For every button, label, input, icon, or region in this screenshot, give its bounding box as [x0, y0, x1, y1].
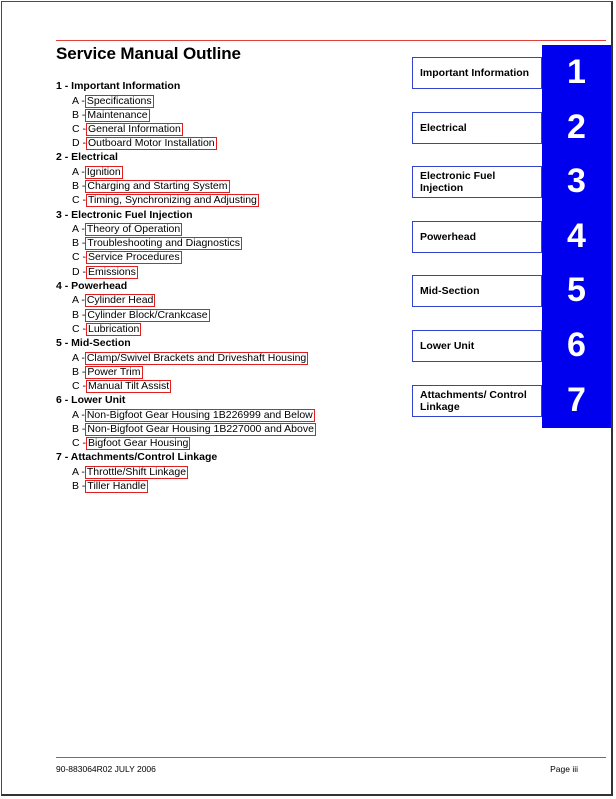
outline-item [56, 465, 401, 479]
item-letter: B - [72, 308, 86, 321]
outline-item [56, 165, 401, 179]
outline-item [56, 408, 401, 422]
item-letter: C - [72, 379, 86, 392]
outline-item [56, 136, 401, 150]
footer-page-label: Page iii [550, 764, 578, 774]
tab-label[interactable]: Lower Unit [412, 330, 542, 362]
outline-item [56, 308, 401, 322]
chapter-link[interactable]: Outboard Motor Installation [88, 137, 215, 150]
item-letter: C - [72, 251, 86, 264]
outline-item [56, 250, 401, 264]
tab-number[interactable]: 5 [542, 263, 611, 318]
chapter-link[interactable]: Troubleshooting and Diagnostics [87, 237, 240, 250]
chapter-link[interactable]: Lubrication [88, 322, 140, 335]
chapter-link[interactable]: Clamp/Swivel Brackets and Driveshaft Housing [86, 351, 307, 364]
outline-section [56, 393, 401, 450]
section-heading: 2 - Electrical [56, 151, 118, 164]
chapter-link[interactable]: Maintenance [87, 108, 148, 121]
item-letter: A - [72, 465, 85, 478]
section-tab[interactable] [411, 154, 611, 209]
outline-item [56, 179, 401, 193]
section-heading: 6 - Lower Unit [56, 394, 126, 407]
chapter-link[interactable]: Manual Tilt Assist [88, 379, 170, 392]
chapter-link[interactable]: Tiller Handle [87, 480, 146, 493]
item-letter: A - [72, 351, 85, 364]
section-tab[interactable] [411, 45, 611, 100]
item-letter: B - [72, 180, 86, 193]
tab-number[interactable]: 7 [542, 373, 611, 428]
tab-number[interactable]: 4 [542, 209, 611, 264]
outline-section [56, 150, 401, 207]
item-letter: A - [72, 408, 85, 421]
item-letter: B - [72, 480, 86, 493]
outline-section [56, 79, 401, 150]
outline-item [56, 122, 401, 136]
tab-label[interactable]: Powerhead [412, 221, 542, 253]
item-letter: C - [72, 322, 86, 335]
section-tab[interactable] [411, 100, 611, 155]
item-letter: C - [72, 437, 86, 450]
bottom-rule [56, 757, 606, 758]
section-tab[interactable] [411, 373, 611, 428]
section-tab[interactable] [411, 209, 611, 264]
outline-item [56, 351, 401, 365]
section-heading: 7 - Attachments/Control Linkage [56, 451, 218, 464]
outline-item [56, 379, 401, 393]
outline-item [56, 365, 401, 379]
item-letter: C - [72, 194, 86, 207]
item-letter: A - [72, 165, 85, 178]
chapter-link[interactable]: Emissions [88, 265, 136, 278]
chapter-link[interactable]: Power Trim [87, 365, 141, 378]
item-letter: B - [72, 108, 86, 121]
section-heading: 1 - Important Information [56, 80, 181, 92]
outline-list [56, 79, 401, 493]
outline-item [56, 94, 401, 108]
chapter-link[interactable]: Bigfoot Gear Housing [88, 437, 189, 450]
item-letter: B - [72, 422, 86, 435]
chapter-link[interactable]: Cylinder Head [86, 294, 154, 307]
outline-item [56, 322, 401, 336]
page-title: Service Manual Outline [56, 44, 241, 63]
outline-item [56, 436, 401, 450]
outline-section [56, 208, 401, 279]
item-letter: C - [72, 122, 86, 135]
outline-section [56, 336, 401, 393]
tab-number[interactable]: 3 [542, 154, 611, 209]
tab-label[interactable]: Electrical [412, 112, 542, 144]
outline-section [56, 279, 401, 336]
outline-item [56, 293, 401, 307]
tab-label[interactable]: Mid-Section [412, 275, 542, 307]
section-heading: 3 - Electronic Fuel Injection [56, 208, 193, 221]
chapter-link[interactable]: Service Procedures [88, 251, 180, 264]
outline-item [56, 236, 401, 250]
section-heading: 5 - Mid-Section [56, 337, 131, 349]
tab-number[interactable]: 1 [542, 45, 611, 100]
item-letter: D - [72, 137, 86, 150]
chapter-link[interactable]: Non-Bigfoot Gear Housing 1B227000 and Above [87, 422, 314, 435]
outline-item [56, 108, 401, 122]
chapter-link[interactable]: Theory of Operation [86, 223, 181, 236]
tab-number[interactable]: 2 [542, 100, 611, 155]
top-rule [56, 40, 606, 41]
outline-item [56, 265, 401, 279]
outline-item [56, 193, 401, 207]
chapter-link[interactable]: Timing, Synchronizing and Adjusting [88, 194, 257, 207]
chapter-link[interactable]: Throttle/Shift Linkage [86, 465, 187, 478]
item-letter: A - [72, 94, 85, 107]
chapter-link[interactable]: Charging and Starting System [87, 180, 228, 193]
outline-item [56, 222, 401, 236]
chapter-link[interactable]: Specifications [86, 94, 152, 107]
item-letter: B - [72, 237, 86, 250]
item-letter: A - [72, 223, 85, 236]
item-letter: D - [72, 265, 86, 278]
chapter-link[interactable]: Ignition [86, 165, 121, 178]
chapter-link[interactable]: Cylinder Block/Crankcase [87, 308, 208, 321]
footer-doc-number: 90-883064R02 JULY 2006 [56, 764, 156, 774]
tab-label[interactable]: Important Information [412, 57, 542, 89]
item-letter: A - [72, 294, 85, 307]
tab-label[interactable]: Electronic Fuel Injection [412, 166, 542, 198]
outline-section [56, 450, 401, 493]
chapter-link[interactable]: General Information [88, 122, 181, 135]
outline-item [56, 479, 401, 493]
section-tab[interactable] [411, 318, 611, 373]
tab-number[interactable]: 6 [542, 318, 611, 373]
tab-label[interactable]: Attachments/ Control Linkage [412, 385, 542, 417]
section-tab[interactable] [411, 263, 611, 318]
outline-item [56, 422, 401, 436]
section-heading: 4 - Powerhead [56, 279, 128, 292]
chapter-link[interactable]: Non-Bigfoot Gear Housing 1B226999 and Below [86, 408, 313, 421]
item-letter: B - [72, 365, 86, 378]
